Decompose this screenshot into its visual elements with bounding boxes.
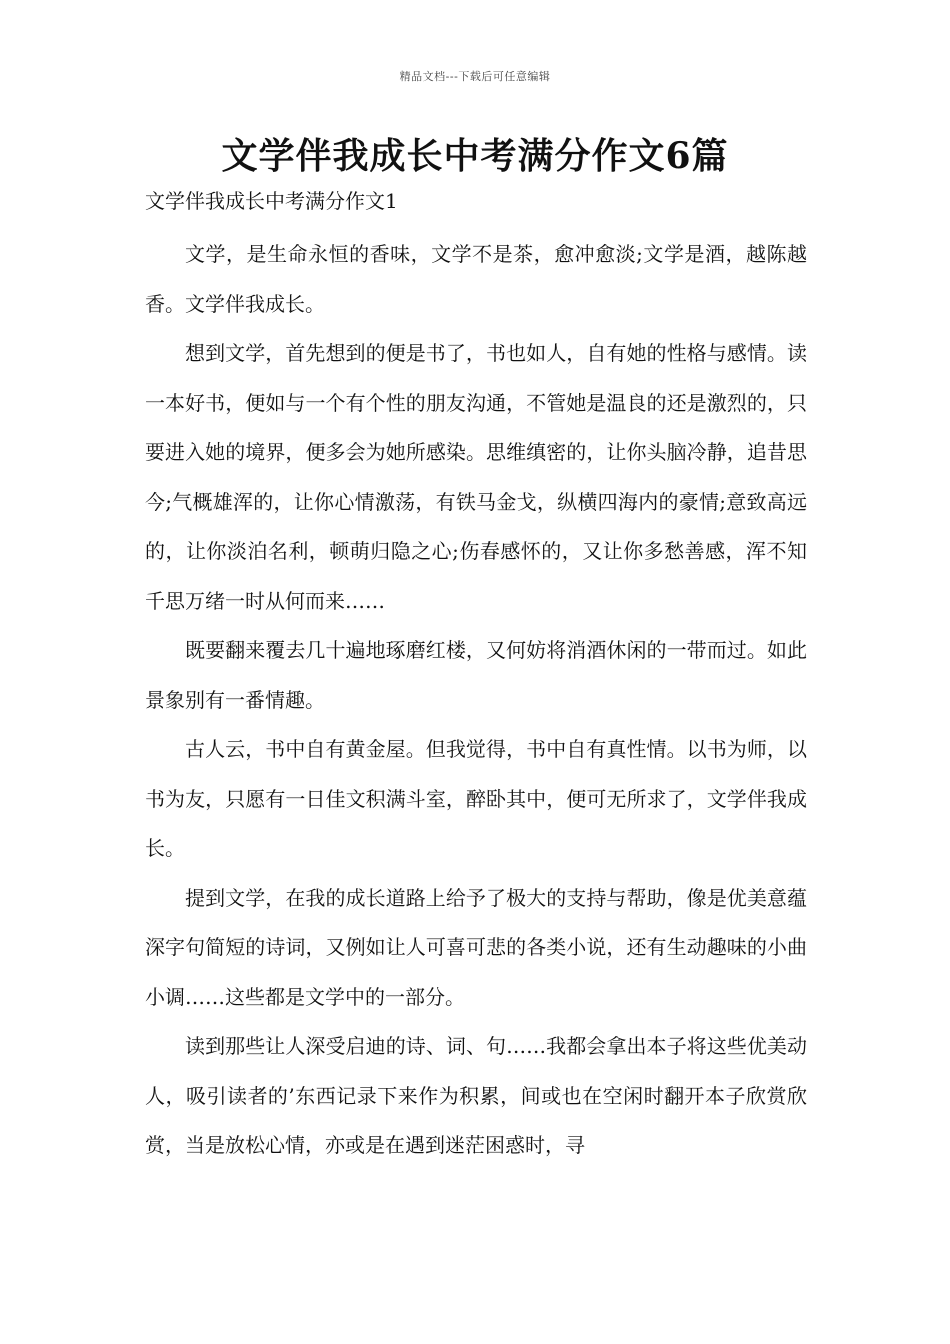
paragraph: 提到文学，在我的成长道路上给予了极大的支持与帮助，像是优美意蕴深字句简短的诗词，又例如让人可喜可悲的各类小说，还有生动趣味的小曲小调……这些都是文学中的一部分。 <box>145 885 807 1009</box>
document-title: 文学伴我成长中考满分作文6篇 <box>221 135 729 177</box>
paragraph: 想到文学，首先想到的便是书了，书也如人，自有她的性格与感情。读一本好书，便如与一个有个性的朋友沟通，不管她是温良的还是激烈的，只要进入她的境界，便多会为她所感染。思维缜密的，让你头脑冷静，追昔思今;气概雄浑的，让你心情激荡，有铁马金戈，纵横四海内的豪情;意致高远的，让你淡泊名利，顿萌归隐之心;伤春感怀的，又让你多愁善感，浑不知千思万绪一时从何而来…… <box>145 341 807 613</box>
header-note: 精品文档---下载后可任意编辑 <box>399 70 551 83</box>
paragraph: 古人云，书中自有黄金屋。但我觉得，书中自有真性情。以书为师，以书为友，只愿有一日佳文积满斗室，醉卧其中，便可无所求了，文学伴我成长。 <box>145 737 807 860</box>
paragraph: 文学，是生命永恒的香味，文学不是茶，愈冲愈淡;文学是酒，越陈越香。文学伴我成长。 <box>145 242 807 316</box>
section-subtitle: 文学伴我成长中考满分作文1 <box>145 189 398 213</box>
document-body <box>145 184 807 1171</box>
paragraph: 既要翻来覆去几十遍地琢磨红楼，又何妨将消酒休闲的一带而过。如此景象别有一番情趣。 <box>145 638 807 712</box>
paragraph: 读到那些让人深受启迪的诗、词、句……我都会拿出本子将这些优美动人，吸引读者的’东西记录下来作为积累，间或也在空闲时翻开本子欣赏欣赏，当是放松心情，亦或是在遇到迷茫困惑时，寻 <box>145 1034 807 1157</box>
